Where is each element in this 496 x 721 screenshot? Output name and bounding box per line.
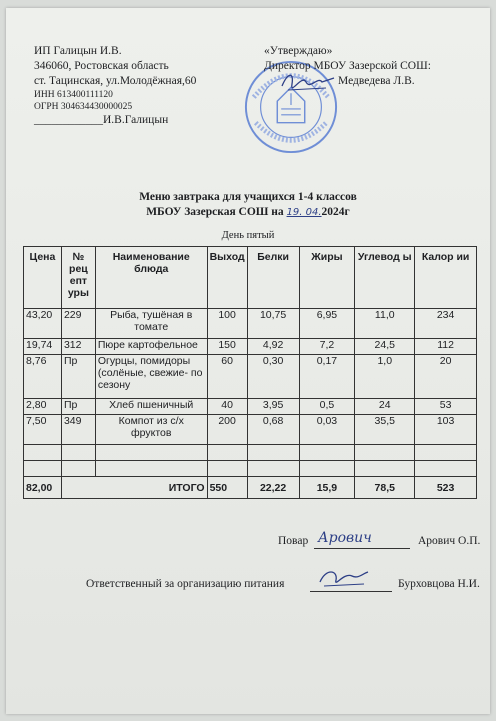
document-page <box>6 8 490 714</box>
menu-table <box>23 246 477 499</box>
cell-carbs: 24 <box>355 399 415 415</box>
header-price: Цена <box>24 247 62 309</box>
cook-name: Арович О.П. <box>418 535 481 547</box>
cell-recipe: 229 <box>61 309 95 339</box>
org-inn: ИНН 613400111120 <box>34 90 113 100</box>
org-address-line1: 346060, Ростовская область <box>34 60 169 72</box>
table-total-row <box>24 477 477 499</box>
director-position: Директор МБОУ Зазерской СОШ: <box>264 60 431 72</box>
cell-price: 43,20 <box>24 309 62 339</box>
organization-header <box>34 44 196 128</box>
total-price: 82,00 <box>24 477 62 499</box>
cell-price: 7,50 <box>24 415 62 445</box>
cell-price: 8,76 <box>24 355 62 399</box>
cook-signature-line <box>314 548 410 549</box>
responsible-signature <box>318 566 370 592</box>
menu-title-line2 <box>6 205 490 220</box>
cook-handwritten-signature: Арович <box>318 530 372 546</box>
cell-dish-name: Компот из с/х фруктов <box>95 415 207 445</box>
cell-price: 2,80 <box>24 399 62 415</box>
cell-calories: 234 <box>415 309 477 339</box>
cell-carbs: 24,5 <box>355 339 415 355</box>
title-year: 2024г <box>321 206 350 218</box>
cell-recipe: Пр <box>61 399 95 415</box>
cell-recipe: 312 <box>61 339 95 355</box>
cell-proteins: 0,30 <box>247 355 299 399</box>
cell-price: 19,74 <box>24 339 62 355</box>
header-fats: Жиры <box>299 247 355 309</box>
cell-carbs: 11,0 <box>355 309 415 339</box>
cell-dish-name: Огурцы, помидоры (солёные, свежие- по сезону <box>95 355 207 399</box>
cell-proteins: 0,68 <box>247 415 299 445</box>
cell-calories: 112 <box>415 339 477 355</box>
cell-fats: 0,03 <box>299 415 355 445</box>
table-row <box>24 399 477 415</box>
total-label: ИТОГО <box>95 477 207 499</box>
cell-calories: 20 <box>415 355 477 399</box>
cell-proteins: 3,95 <box>247 399 299 415</box>
header-recipe: № рец епт уры <box>61 247 95 309</box>
cell-fats: 6,95 <box>299 309 355 339</box>
table-row <box>24 355 477 399</box>
director-name: Медведева Л.В. <box>338 75 415 87</box>
total-calories: 523 <box>415 477 477 499</box>
responsible-name: Бурховцова Н.И. <box>398 578 480 590</box>
cell-carbs: 35,5 <box>355 415 415 445</box>
total-carbs: 78,5 <box>355 477 415 499</box>
cell-dish-name: Хлеб пшеничный <box>95 399 207 415</box>
cell-dish-name: Рыба, тушёная в томате <box>95 309 207 339</box>
cell-fats: 0,17 <box>299 355 355 399</box>
responsible-label: Ответственный за организацию питания <box>86 578 285 590</box>
cell-recipe: Пр <box>61 355 95 399</box>
cell-calories: 103 <box>415 415 477 445</box>
total-proteins: 22,22 <box>247 477 299 499</box>
table-row-empty <box>24 445 477 461</box>
header-calories: Калор ии <box>415 247 477 309</box>
table-row <box>24 415 477 445</box>
cell-recipe: 349 <box>61 415 95 445</box>
cook-label: Повар <box>278 535 309 547</box>
header-dish-name: Наименование блюда <box>95 247 207 309</box>
cell-carbs: 1,0 <box>355 355 415 399</box>
title-school: МБОУ Зазерская СОШ на <box>146 206 287 218</box>
handwritten-date: 19. 04. <box>286 207 322 218</box>
table-row <box>24 339 477 355</box>
cell-proteins: 10,75 <box>247 309 299 339</box>
header-proteins: Белки <box>247 247 299 309</box>
cell-proteins: 4,92 <box>247 339 299 355</box>
approval-title: «Утверждаю» <box>264 45 333 57</box>
director-signature <box>278 68 338 94</box>
table-row-empty <box>24 461 477 477</box>
org-address-line2: ст. Тацинская, ул.Молодёжная,60 <box>34 75 197 87</box>
cell-output: 40 <box>207 399 247 415</box>
menu-title-line1: Меню завтрака для учащихся 1-4 классов <box>139 191 357 203</box>
day-label: День пятый <box>221 230 275 241</box>
table-row <box>24 309 477 339</box>
cell-dish-name: Пюре картофельное <box>95 339 207 355</box>
org-name: ИП Галицын И.В. <box>34 45 122 57</box>
total-fats: 15,9 <box>299 477 355 499</box>
header-carbs: Углевод ы <box>355 247 415 309</box>
cell-fats: 7,2 <box>299 339 355 355</box>
cell-output: 200 <box>207 415 247 445</box>
total-output: 550 <box>207 477 247 499</box>
org-ogrn: ОГРН 304634430000025 <box>34 102 133 112</box>
table-header-row <box>24 247 477 309</box>
cell-calories: 53 <box>415 399 477 415</box>
header-output: Выход <box>207 247 247 309</box>
org-signature-line: ____________И.В.Галицын <box>34 114 169 126</box>
cell-fats: 0,5 <box>299 399 355 415</box>
cell-output: 60 <box>207 355 247 399</box>
cell-output: 100 <box>207 309 247 339</box>
cell-output: 150 <box>207 339 247 355</box>
